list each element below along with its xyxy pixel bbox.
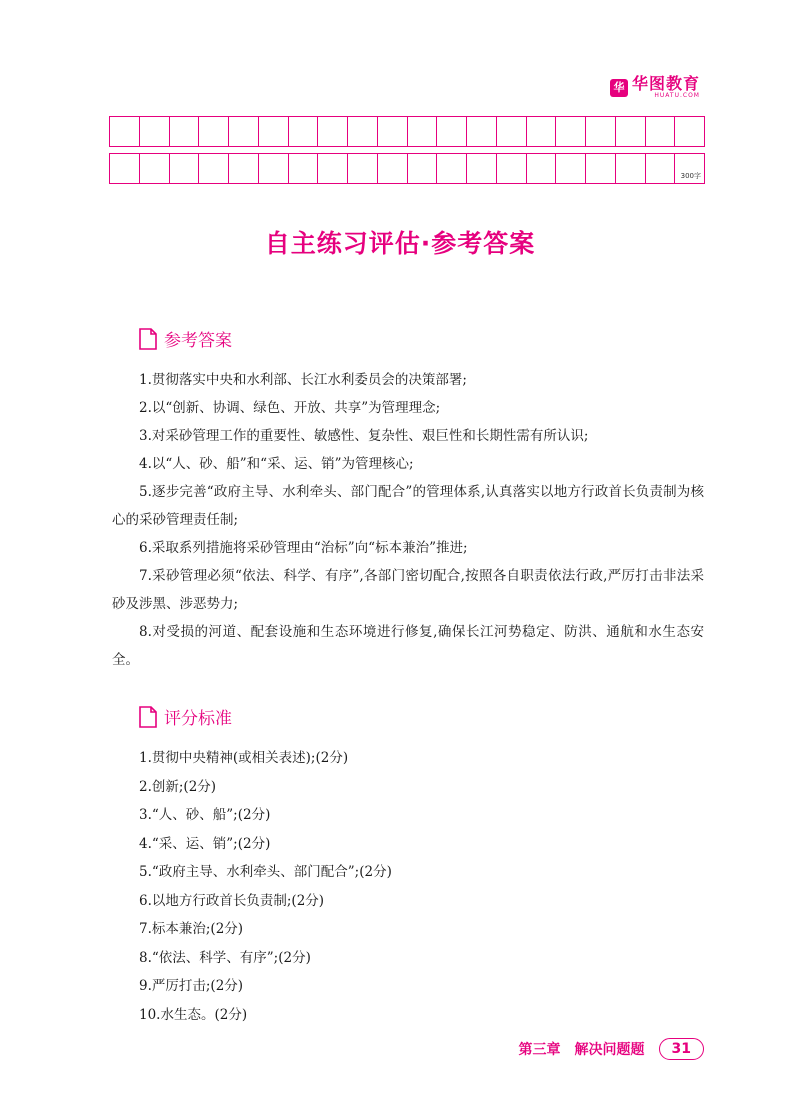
grid-cell [289, 117, 319, 147]
grid-cell [170, 154, 200, 184]
answer-item: 2.以“创新、协调、绿色、开放、共享”为管理理念; [139, 400, 441, 416]
scoring-item: 10.水生态。(2分) [139, 1006, 248, 1023]
chapter-label: 第三章 [518, 1042, 561, 1058]
answer-item: 6.采取系列措施将采砂管理由“治标”向“标本兼治”推进; [139, 540, 468, 556]
scoring-item: 9.严厉打击;(2分) [139, 978, 244, 994]
grid-cell [229, 117, 259, 147]
grid-cell [497, 117, 527, 147]
grid-cell [646, 154, 676, 184]
answer-item: 7.采砂管理必须“依法、科学、有序”,各部门密切配合,按照各自职责依法行政,严厉打击非法采砂及涉黑、涉恶势力; [112, 568, 704, 612]
grid-cell [318, 154, 348, 184]
answers-heading [138, 326, 232, 351]
grid-cell [110, 117, 140, 147]
word-count-label: 300字 [680, 172, 701, 180]
page-footer [519, 1038, 704, 1060]
grid-cell [378, 117, 408, 147]
grid-cell [110, 154, 140, 184]
grid-cell [199, 117, 229, 147]
scoring-item: 8.“依法、科学、有序”;(2分) [139, 949, 311, 966]
grid-cell [675, 117, 705, 147]
page-number: 31 [659, 1038, 704, 1060]
answers-list [112, 366, 704, 674]
scoring-item: 6.以地方行政首长负责制;(2分) [139, 892, 325, 909]
scoring-item: 4.“采、运、销”;(2分) [139, 835, 271, 852]
logo-domain: HUATU.COM [654, 92, 700, 99]
grid-cell [616, 117, 646, 147]
logo-mark-icon: 华 [610, 79, 628, 97]
grid-cell [170, 117, 200, 147]
grid-cell [437, 154, 467, 184]
answer-item: 1.贯彻落实中央和水利部、长江水利委员会的决策部署; [139, 372, 467, 388]
grid-cell [556, 154, 586, 184]
grid-cell [378, 154, 408, 184]
scoring-item: 3.“人、砂、船”;(2分) [139, 807, 271, 823]
grid-cell [199, 154, 229, 184]
scoring-item: 7.标本兼治;(2分) [139, 921, 244, 937]
grid-cell [616, 154, 646, 184]
grid-cell [289, 154, 319, 184]
scoring-item: 5.“政府主导、水利牵头、部门配合”;(2分) [139, 864, 392, 880]
answer-item: 3.对采砂管理工作的重要性、敏感性、复杂性、艰巨性和长期性需有所认识; [139, 428, 589, 444]
grid-cell [229, 154, 259, 184]
grid-cell [437, 117, 467, 147]
grid-cell [140, 117, 170, 147]
grid-cell [497, 154, 527, 184]
page-title: 自主练习评估·参考答案 [264, 229, 536, 258]
grid-cell [586, 117, 616, 147]
writing-grid-row-2 [109, 153, 705, 184]
chapter-title: 解决问题题 [574, 1042, 645, 1058]
scoring-list [139, 744, 699, 1029]
grid-cell [646, 117, 676, 147]
scoring-item: 2.创新;(2分) [139, 778, 217, 795]
logo-name: 华图教育 [631, 74, 700, 93]
grid-cell [556, 117, 586, 147]
answers-heading-text: 参考答案 [164, 331, 232, 351]
grid-cell [259, 154, 289, 184]
grid-cell [348, 117, 378, 147]
scoring-heading [138, 704, 232, 729]
grid-cell [259, 117, 289, 147]
answer-item: 8.对受损的河道、配套设施和生态环境进行修复,确保长江河势稳定、防洪、通航和水生态安全。 [112, 624, 704, 668]
grid-cell [348, 154, 378, 184]
grid-cell [408, 154, 438, 184]
writing-grid-row-1 [109, 116, 705, 147]
grid-cell [467, 117, 497, 147]
grid-cell [586, 154, 616, 184]
document-icon [138, 327, 158, 351]
grid-cell [318, 117, 348, 147]
grid-cell [527, 117, 557, 147]
scoring-heading-text: 评分标准 [164, 709, 232, 729]
grid-cell [467, 154, 497, 184]
grid-cell [140, 154, 170, 184]
grid-cell [408, 117, 438, 147]
answer-item: 4.以“人、砂、船”和“采、运、销”为管理核心; [139, 456, 414, 472]
grid-cell [675, 154, 705, 184]
document-icon [138, 705, 158, 729]
brand-logo [610, 76, 700, 99]
grid-cell [527, 154, 557, 184]
answer-item: 5.逐步完善“政府主导、水利牵头、部门配合”的管理体系,认真落实以地方行政首长负责制为核心的采砂管理责任制; [112, 484, 704, 528]
scoring-item: 1.贯彻中央精神(或相关表述);(2分) [139, 750, 349, 766]
